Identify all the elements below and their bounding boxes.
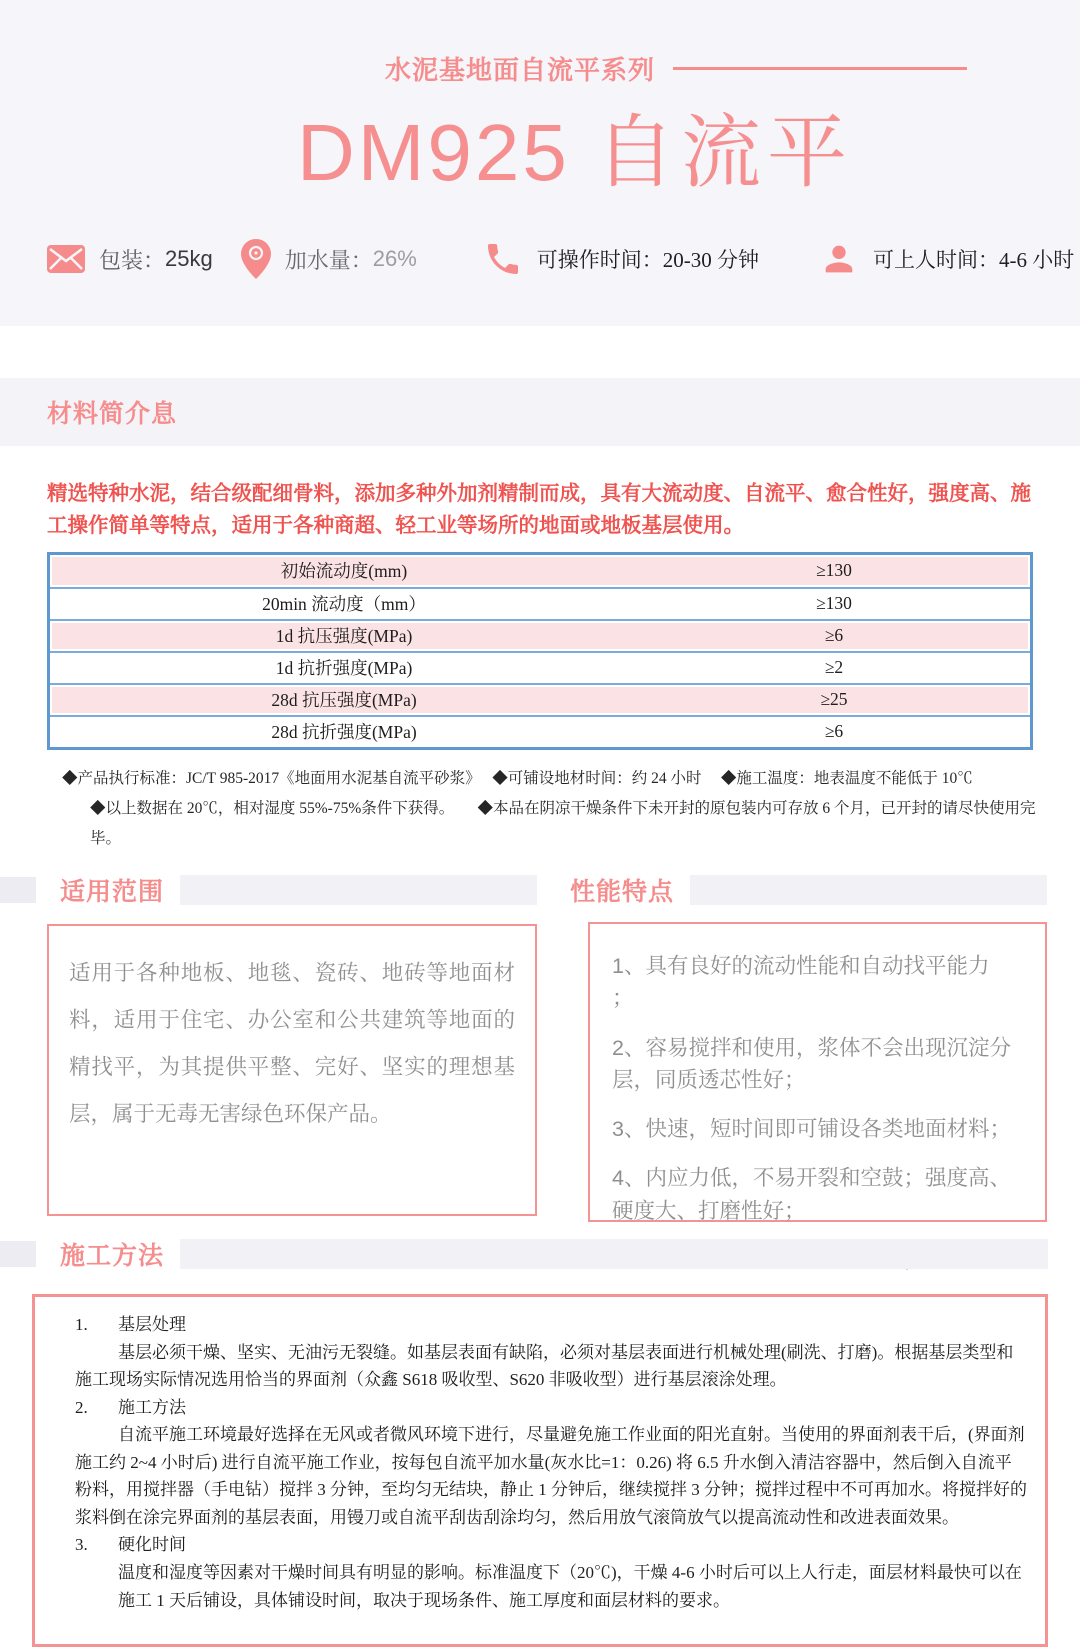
quick-facts-row: [0, 239, 1080, 279]
table-cell-label: 20min 流动度（mm）: [262, 594, 426, 615]
scope-body: 适用于各种地板、地毯、瓷砖、地砖等地面材料，适用于住宅、办公室和公共建筑等地面的精找平，为其提供平整、完好、坚实的理想基层，属于无毒无害绿色环保产品。: [47, 924, 537, 1216]
section-header-features: [570, 872, 1047, 908]
feature-item: 3、快速，短时间即可铺设各类地面材料；: [612, 1117, 1011, 1142]
method-item-head: [75, 1531, 1031, 1559]
series-title: 水泥基地面自流平系列: [385, 55, 656, 85]
series-title-row: [385, 50, 1080, 87]
phone-icon: [483, 239, 523, 279]
quick-fact-value: 26%: [372, 246, 417, 271]
table-cell-value: ≥2: [824, 657, 844, 678]
quick-fact-label: 可操作时间：: [536, 248, 663, 272]
series-accent-line: [673, 67, 967, 70]
product-code: DM925: [296, 108, 570, 197]
person-icon: [819, 239, 859, 279]
features-list: [588, 922, 1047, 1222]
feature-item: 1、具有良好的流动性能和自动找平能力 ；: [612, 954, 1017, 1011]
two-column-section: [0, 872, 1080, 1222]
envelope-icon: [47, 245, 85, 273]
quick-fact-label: 包装：: [99, 247, 166, 273]
table-cell-label: 1d 抗压强度(MPa): [275, 626, 413, 647]
header-band: [180, 875, 537, 905]
table-cell-label: 28d 抗折强度(MPa): [271, 722, 417, 743]
features-column: [570, 872, 1080, 1222]
features-title: 性能特点: [570, 878, 675, 907]
method-title: 施工方法: [60, 1242, 165, 1271]
quick-fact-package: [47, 244, 213, 275]
method-item-body: 温度和湿度等因素对干燥时间具有明显的影响。标准温度下（20℃)，干燥 4-6 小时后可以上人行走，面层材料最快可以在施工 1 天后铺设，具体铺设时间，取决于现场条件、施工厚度和面层材料的要求。: [118, 1562, 1022, 1610]
method-item: [75, 1394, 1031, 1532]
method-item-number: 2.: [75, 1397, 88, 1417]
method-item-title: 施工方法: [118, 1397, 186, 1417]
table-cell-value: ≥6: [824, 625, 844, 646]
quick-fact-label: 加水量：: [284, 247, 373, 273]
table-cell-value: ≥130: [816, 593, 852, 614]
method-item: [75, 1531, 1031, 1614]
product-name: 自流平: [595, 108, 854, 197]
method-item-number: 1.: [75, 1315, 88, 1335]
table-row: [50, 619, 1030, 651]
table-row: [50, 587, 1030, 619]
intro-title: 材料简介息: [47, 400, 178, 428]
footnote-line: ◆产品执行标准：JC/T 985-2017《地面用水泥基自流平砂浆》 ◆可铺设地材时间：约 24 小时 ◆施工温度：地表温度不能低于 10℃: [62, 769, 973, 787]
quick-fact-value: 4-6 小时: [999, 248, 1075, 272]
method-item-body: 基层必须干燥、坚实、无油污无裂缝。如基层表面有缺陷，必须对基层表面进行机械处理(刷洗、打磨)。根据基层类型和施工现场实际情况选用恰当的界面剂（众鑫 S618 吸收型、S620 非吸收型）进行基层滚涂处理。: [75, 1342, 1014, 1390]
table-row: [50, 651, 1030, 683]
method-item-title: 基层处理: [118, 1315, 186, 1335]
table-cell-label: 初始流动度(mm): [280, 561, 408, 582]
feature-item: 4、内应力低，不易开裂和空鼓；强度高、硬度大、打磨性好；: [612, 1166, 1011, 1223]
footnote-line: ◆以上数据在 20℃，相对湿度 55%-75%条件下获得。 ◆本品在阴凉干燥条件下未开封的原包装内可存放 6 个月，已开封的请尽快使用完毕。: [90, 799, 1036, 847]
quick-fact-walkable-time: [819, 239, 1074, 279]
header-band: [690, 875, 1047, 905]
method-item-head: [75, 1311, 1031, 1339]
table-cell-value: ≥25: [820, 689, 848, 710]
method-item-body: 自流平施工环境最好选择在无风或者微风环境下进行，尽量避免施工作业面的阳光直射。当使用的界面剂表干后，(界面剂施工约 2~4 小时后) 进行自流平施工作业，按每包自流平加水量(灰水比=1：0.26) 将 6.5 升水倒入清洁容器中，然后倒入自流平粉料，用搅拌器（手电钻）搅拌 3 分钟，至均匀无结块，静止 1 分钟后，继续搅拌 3 分钟；搅拌过程中不可再加水。将搅拌好的浆料倒在涂完界面剂的基层表面，用镘刀或自流平刮齿刮涂均匀，然后用放气滚筒放气以提高流动性和改进表面效果。: [75, 1425, 1027, 1527]
section-header-scope: [0, 872, 537, 908]
table-cell-label: 1d 抗折强度(MPa): [275, 658, 413, 679]
table-row: [50, 715, 1030, 747]
intro-description: 精选特种水泥，结合级配细骨料，添加多种外加剂精制而成，具有大流动度、自流平、愈合性好，强度高、施工操作简单等特点，适用于各种商超、轻工业等场所的地面或地板基层使用。: [47, 482, 1031, 537]
product-title: [0, 108, 1080, 197]
header-stub: [0, 877, 36, 903]
quick-fact-working-time: [483, 239, 759, 279]
hero-section: [0, 0, 1080, 326]
location-pin-icon: [241, 239, 271, 279]
section-header-intro: [0, 378, 1080, 446]
quick-fact-value: 25kg: [165, 246, 213, 271]
table-cell-value: ≥6: [824, 721, 844, 742]
table-row: [50, 683, 1030, 715]
method-item-number: 3.: [75, 1535, 88, 1555]
footnotes: [62, 764, 1040, 855]
scope-title: 适用范围: [60, 878, 165, 907]
header-stub: [0, 1241, 36, 1267]
section-header-method: [0, 1236, 1080, 1272]
quick-fact-value: 20-30 分钟: [662, 248, 760, 272]
table-cell-value: ≥130: [816, 560, 852, 581]
feature-item: 2、容易搅拌和使用，浆体不会出现沉淀分层，同质透芯性好；: [612, 1035, 1011, 1092]
quick-fact-water-ratio: [241, 239, 417, 279]
table-cell-label: 28d 抗压强度(MPa): [271, 690, 417, 711]
scope-column: [0, 872, 537, 1222]
method-box: [32, 1294, 1048, 1647]
method-item: [75, 1311, 1031, 1394]
method-item-head: [75, 1394, 1031, 1422]
method-item-title: 硬化时间: [118, 1535, 186, 1555]
quick-fact-label: 可上人时间：: [873, 248, 1000, 272]
spec-table: [47, 552, 1033, 750]
header-band: [180, 1239, 1048, 1269]
table-row: [50, 555, 1030, 587]
